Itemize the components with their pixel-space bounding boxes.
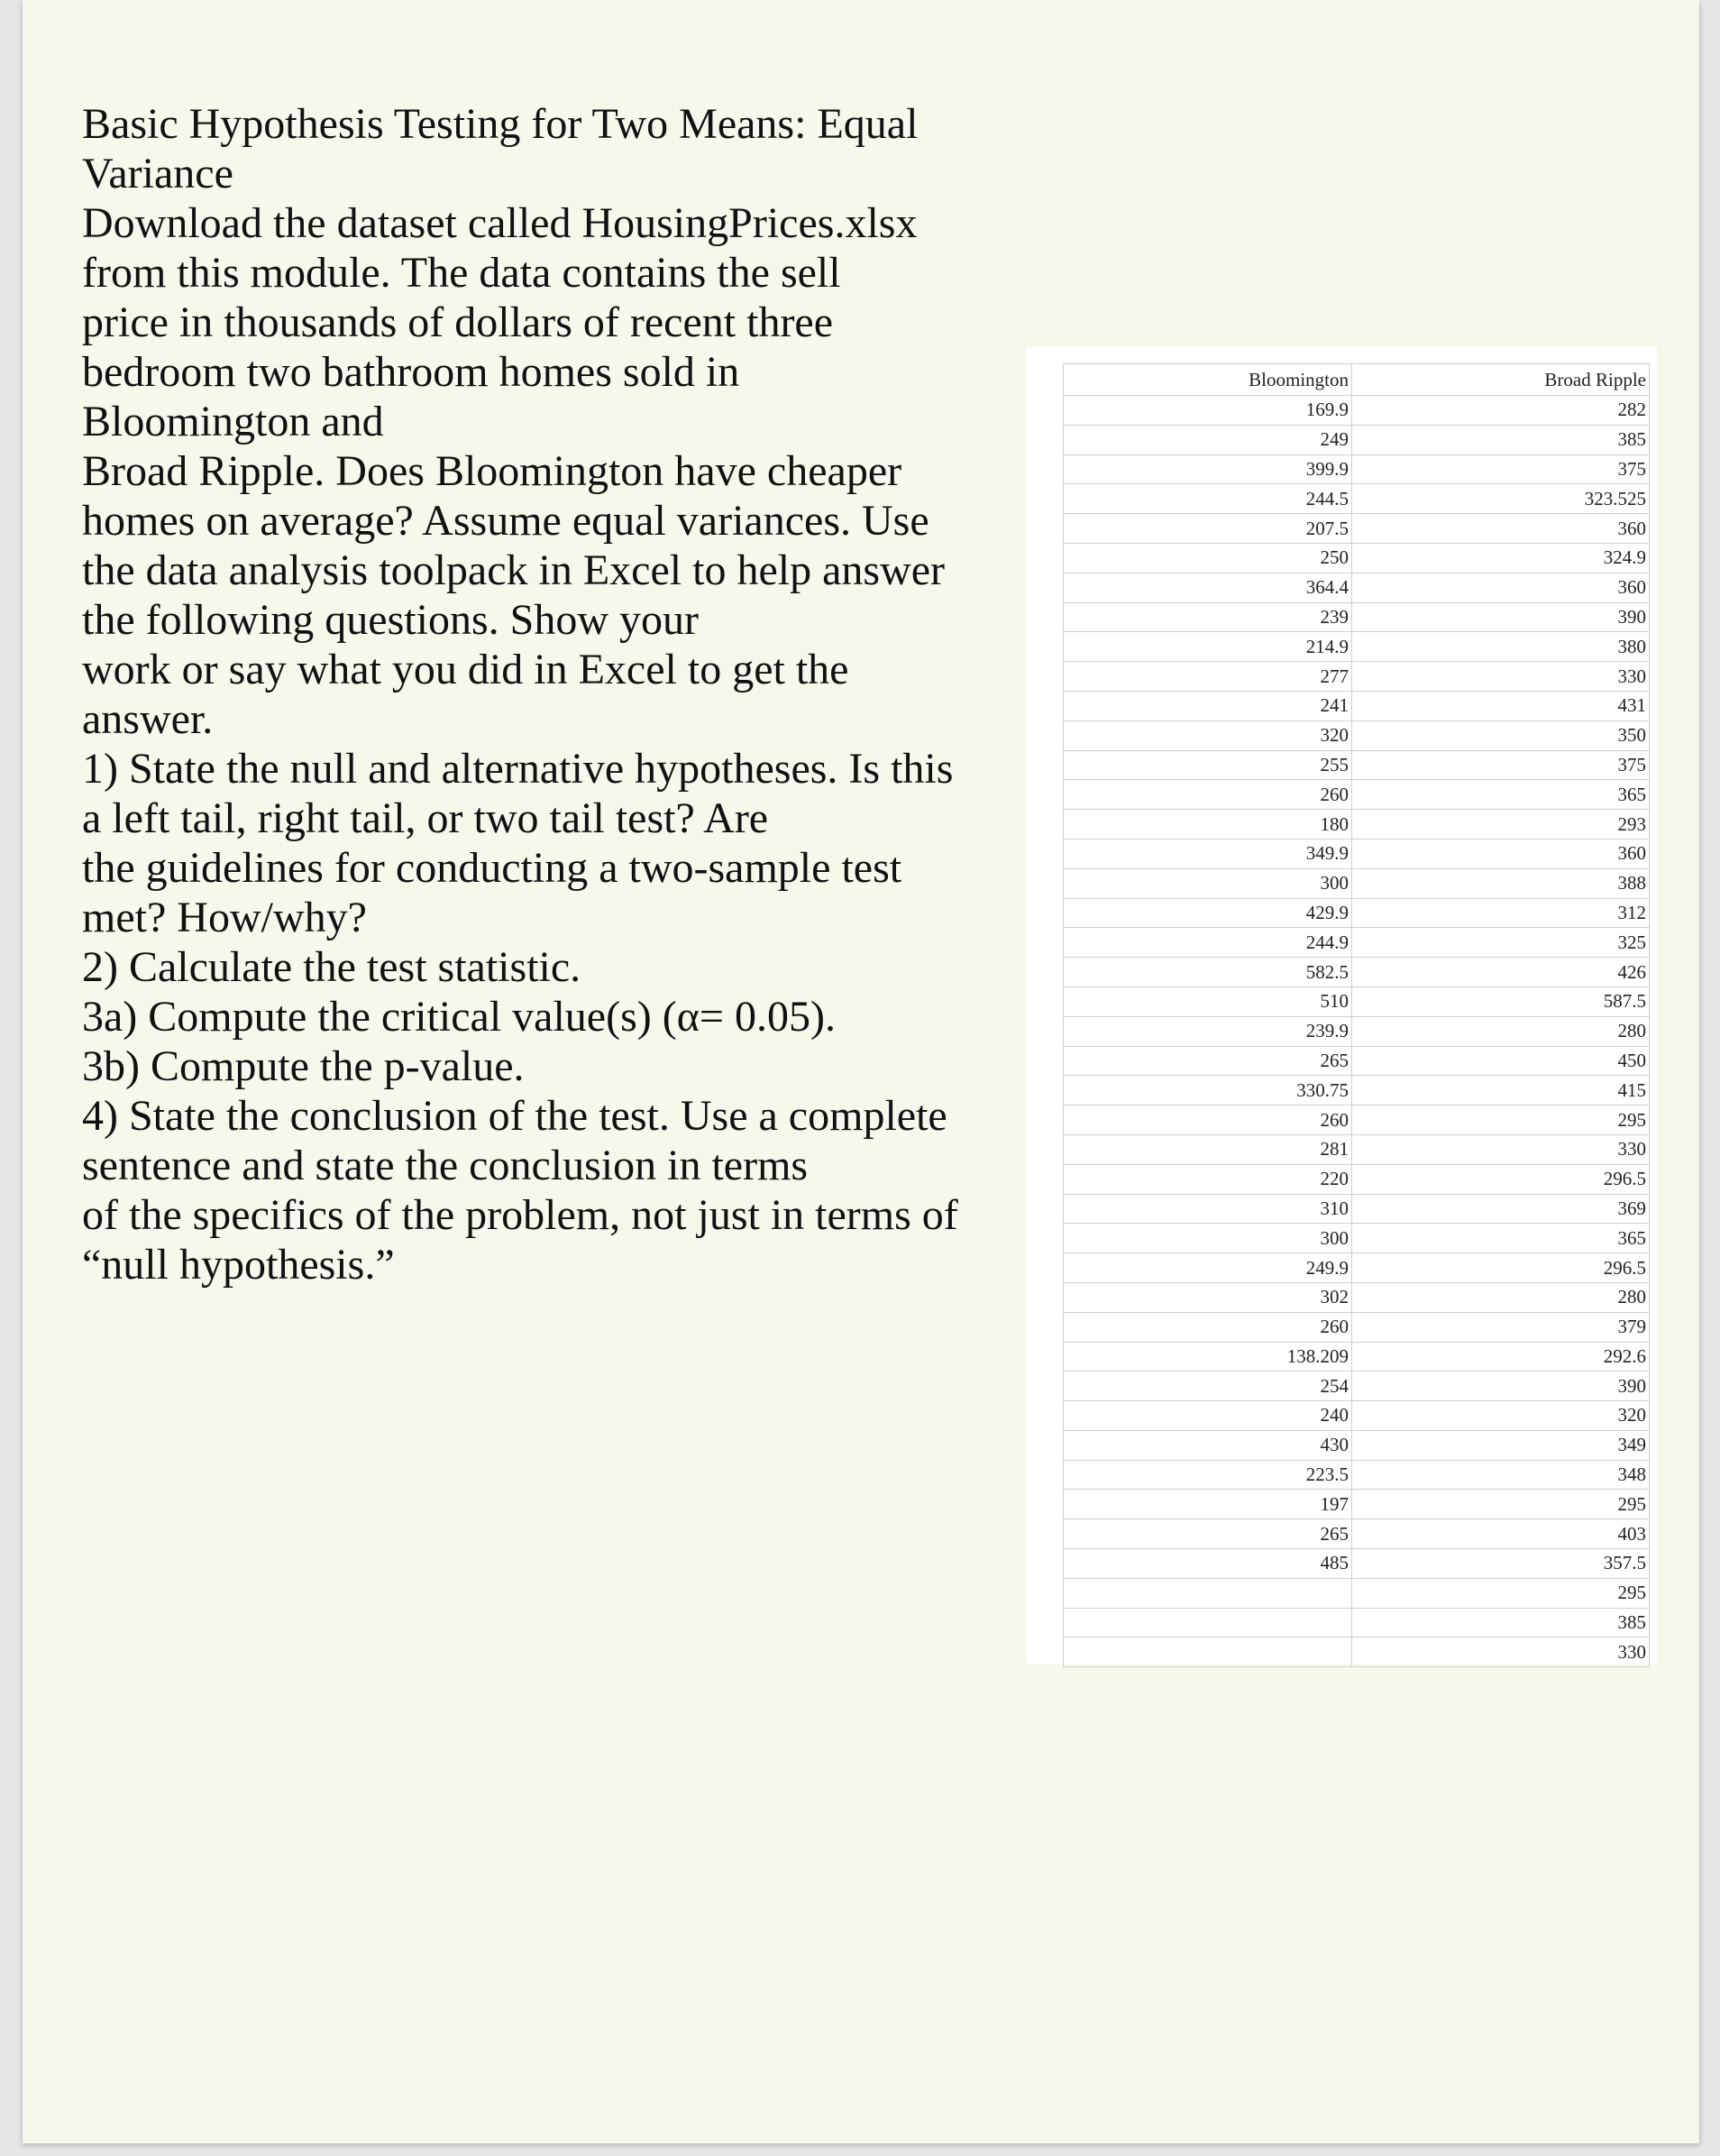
cell-bloomington: 254: [1064, 1372, 1352, 1401]
table-row: [1064, 1106, 1650, 1135]
table-row: [1064, 1549, 1650, 1579]
cell-bloomington: 255: [1064, 750, 1352, 780]
table-row: [1064, 1342, 1650, 1372]
table-row: [1064, 810, 1650, 839]
cell-broad-ripple: 587.5: [1352, 986, 1650, 1016]
cell-bloomington: 302: [1064, 1282, 1352, 1312]
text-line: 3b) Compute the p-value.: [82, 1042, 525, 1090]
text-line: 1) State the null and alternative hypotheses. Is this: [82, 745, 954, 793]
cell-bloomington: 169.9: [1064, 396, 1352, 426]
text-line: met? How/why?: [82, 894, 367, 941]
problem-text: [82, 99, 1011, 1289]
housing-prices-table: [1063, 363, 1650, 1667]
cell-broad-ripple: 360: [1352, 514, 1650, 544]
table-row: [1064, 898, 1650, 928]
table-row: [1064, 780, 1650, 810]
table-row: [1064, 1164, 1650, 1194]
cell-bloomington: 260: [1064, 780, 1352, 810]
cell-bloomington: 364.4: [1064, 573, 1352, 602]
cell-broad-ripple: 385: [1352, 425, 1650, 454]
cell-bloomington: 300: [1064, 868, 1352, 898]
column-header-bloomington: Bloomington: [1064, 364, 1352, 396]
cell-broad-ripple: 330: [1352, 1134, 1650, 1164]
cell-bloomington: 207.5: [1064, 514, 1352, 544]
text-line: Broad Ripple. Does Bloomington have cheaper: [82, 447, 902, 495]
table-row: [1064, 1016, 1650, 1046]
cell-bloomington: 582.5: [1064, 958, 1352, 987]
text-line: the data analysis toolpack in Excel to help answer: [82, 546, 946, 594]
cell-bloomington: 244.9: [1064, 928, 1352, 958]
cell-bloomington: 429.9: [1064, 898, 1352, 928]
table-row: [1064, 602, 1650, 632]
table-row: [1064, 958, 1650, 987]
cell-broad-ripple: 324.9: [1352, 543, 1650, 573]
table-row: [1064, 1460, 1650, 1490]
cell-bloomington: 281: [1064, 1134, 1352, 1164]
table-row: [1064, 573, 1650, 602]
text-line: work or say what you did in Excel to get the: [82, 646, 849, 693]
cell-broad-ripple: 295: [1352, 1490, 1650, 1519]
cell-broad-ripple: 380: [1352, 632, 1650, 662]
cell-broad-ripple: 431: [1352, 691, 1650, 720]
table-row: [1064, 1194, 1650, 1224]
table-row: [1064, 1578, 1650, 1608]
cell-bloomington: 260: [1064, 1106, 1352, 1135]
table-row: [1064, 1490, 1650, 1519]
cell-bloomington: 330.75: [1064, 1076, 1352, 1106]
table-row: [1064, 543, 1650, 573]
cell-bloomington: 223.5: [1064, 1460, 1352, 1490]
cell-bloomington: [1064, 1638, 1352, 1667]
table-row: [1064, 750, 1650, 780]
cell-broad-ripple: 325: [1352, 928, 1650, 958]
cell-bloomington: 300: [1064, 1224, 1352, 1253]
table-row: [1064, 1638, 1650, 1667]
text-line: price in thousands of dollars of recent three: [82, 298, 834, 346]
table-row: [1064, 1253, 1650, 1283]
cell-broad-ripple: 426: [1352, 958, 1650, 987]
table-row: [1064, 1134, 1650, 1164]
table-row: [1064, 1224, 1650, 1253]
table-row: [1064, 454, 1650, 484]
table-row: [1064, 1372, 1650, 1401]
text-line: “null hypothesis.”: [82, 1241, 395, 1289]
table-row: [1064, 1282, 1650, 1312]
cell-broad-ripple: 385: [1352, 1608, 1650, 1638]
cell-bloomington: [1064, 1578, 1352, 1608]
cell-bloomington: 239.9: [1064, 1016, 1352, 1046]
cell-broad-ripple: 280: [1352, 1282, 1650, 1312]
cell-broad-ripple: 365: [1352, 780, 1650, 810]
text-line: answer.: [82, 695, 214, 743]
table-row: [1064, 691, 1650, 720]
cell-broad-ripple: 330: [1352, 662, 1650, 692]
text-line: 3a) Compute the critical value(s) (α= 0.05).: [82, 993, 836, 1041]
text-line: Variance: [82, 150, 233, 197]
text-line: the guidelines for conducting a two-sample test: [82, 844, 902, 892]
cell-broad-ripple: 296.5: [1352, 1164, 1650, 1194]
text-line: 4) State the conclusion of the test. Use a complete: [82, 1092, 947, 1140]
cell-bloomington: 180: [1064, 810, 1352, 839]
table-row: [1064, 868, 1650, 898]
data-table-panel: [1026, 347, 1657, 1664]
cell-broad-ripple: 379: [1352, 1312, 1650, 1342]
cell-broad-ripple: 375: [1352, 454, 1650, 484]
cell-broad-ripple: 360: [1352, 839, 1650, 868]
table-row: [1064, 632, 1650, 662]
cell-bloomington: 277: [1064, 662, 1352, 692]
text-line: a left tail, right tail, or two tail test? Are: [82, 794, 769, 842]
table-row: [1064, 396, 1650, 426]
cell-broad-ripple: 312: [1352, 898, 1650, 928]
table-row: [1064, 1312, 1650, 1342]
cell-bloomington: 399.9: [1064, 454, 1352, 484]
cell-broad-ripple: 296.5: [1352, 1253, 1650, 1283]
table-row: [1064, 986, 1650, 1016]
table-row: [1064, 1076, 1650, 1106]
cell-bloomington: 220: [1064, 1164, 1352, 1194]
cell-broad-ripple: 369: [1352, 1194, 1650, 1224]
cell-bloomington: 244.5: [1064, 484, 1352, 514]
cell-bloomington: 138.209: [1064, 1342, 1352, 1372]
cell-broad-ripple: 330: [1352, 1638, 1650, 1667]
table-row: [1064, 484, 1650, 514]
cell-broad-ripple: 450: [1352, 1046, 1650, 1076]
table-row: [1064, 425, 1650, 454]
cell-bloomington: 349.9: [1064, 839, 1352, 868]
table-row: [1064, 1519, 1650, 1549]
cell-bloomington: 430: [1064, 1430, 1352, 1460]
cell-broad-ripple: 280: [1352, 1016, 1650, 1046]
text-line: 2) Calculate the test statistic.: [82, 943, 581, 991]
table-row: [1064, 839, 1650, 868]
cell-broad-ripple: 390: [1352, 602, 1650, 632]
cell-bloomington: 310: [1064, 1194, 1352, 1224]
text-line: Basic Hypothesis Testing for Two Means: Equal: [82, 100, 919, 148]
cell-broad-ripple: 390: [1352, 1372, 1650, 1401]
table-row: [1064, 662, 1650, 692]
text-line: Bloomington and: [82, 398, 384, 445]
cell-broad-ripple: 292.6: [1352, 1342, 1650, 1372]
text-line: from this module. The data contains the sell: [82, 249, 841, 297]
cell-bloomington: 197: [1064, 1490, 1352, 1519]
cell-broad-ripple: 403: [1352, 1519, 1650, 1549]
cell-bloomington: 265: [1064, 1046, 1352, 1076]
cell-broad-ripple: 293: [1352, 810, 1650, 839]
table-row: [1064, 1608, 1650, 1638]
cell-broad-ripple: 350: [1352, 720, 1650, 750]
table-row: [1064, 514, 1650, 544]
table-row: [1064, 720, 1650, 750]
cell-broad-ripple: 320: [1352, 1401, 1650, 1431]
cell-bloomington: 320: [1064, 720, 1352, 750]
table-row: [1064, 1046, 1650, 1076]
cell-bloomington: 249.9: [1064, 1253, 1352, 1283]
cell-broad-ripple: 375: [1352, 750, 1650, 780]
text-line: sentence and state the conclusion in terms: [82, 1142, 809, 1189]
cell-broad-ripple: 323.525: [1352, 484, 1650, 514]
cell-broad-ripple: 295: [1352, 1578, 1650, 1608]
cell-bloomington: 260: [1064, 1312, 1352, 1342]
cell-broad-ripple: 365: [1352, 1224, 1650, 1253]
text-line: of the specifics of the problem, not just in terms of: [82, 1191, 958, 1239]
table-row: [1064, 928, 1650, 958]
cell-broad-ripple: 357.5: [1352, 1549, 1650, 1579]
cell-broad-ripple: 282: [1352, 396, 1650, 426]
cell-broad-ripple: 295: [1352, 1106, 1650, 1135]
text-line: Download the dataset called HousingPrices.xlsx: [82, 199, 918, 247]
column-header-broad-ripple: Broad Ripple: [1352, 364, 1650, 396]
cell-bloomington: 265: [1064, 1519, 1352, 1549]
cell-broad-ripple: 388: [1352, 868, 1650, 898]
cell-broad-ripple: 348: [1352, 1460, 1650, 1490]
cell-bloomington: 240: [1064, 1401, 1352, 1431]
cell-bloomington: 239: [1064, 602, 1352, 632]
text-line: the following questions. Show your: [82, 596, 699, 644]
cell-bloomington: 249: [1064, 425, 1352, 454]
cell-bloomington: [1064, 1608, 1352, 1638]
text-line: bedroom two bathroom homes sold in: [82, 348, 740, 396]
cell-bloomington: 485: [1064, 1549, 1352, 1579]
table-row: [1064, 1430, 1650, 1460]
cell-broad-ripple: 360: [1352, 573, 1650, 602]
table-header-row: [1064, 364, 1650, 396]
cell-broad-ripple: 415: [1352, 1076, 1650, 1106]
cell-broad-ripple: 349: [1352, 1430, 1650, 1460]
document-page: [23, 0, 1699, 2143]
cell-bloomington: 510: [1064, 986, 1352, 1016]
cell-bloomington: 241: [1064, 691, 1352, 720]
text-line: homes on average? Assume equal variances. Use: [82, 497, 929, 545]
table-row: [1064, 1401, 1650, 1431]
cell-bloomington: 250: [1064, 543, 1352, 573]
cell-bloomington: 214.9: [1064, 632, 1352, 662]
